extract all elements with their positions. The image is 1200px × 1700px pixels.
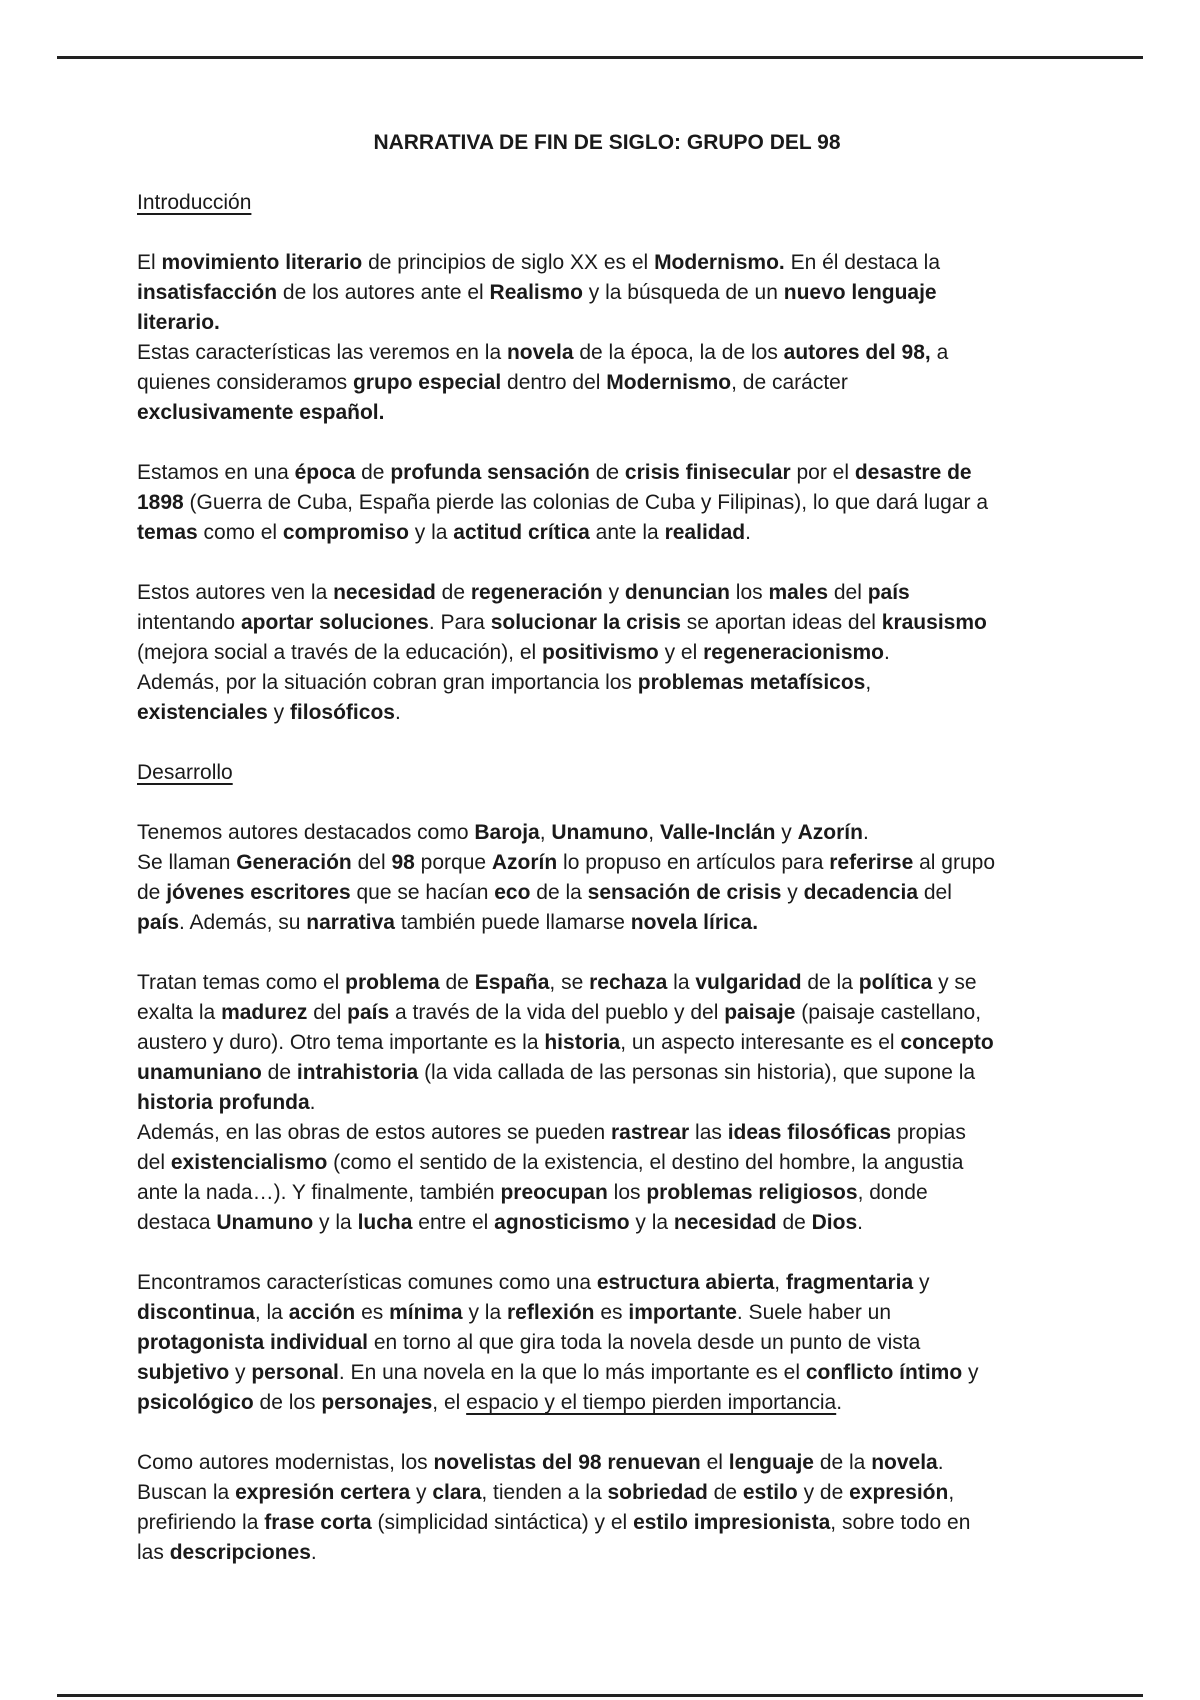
text-run: , [865, 671, 872, 694]
text-run: y [267, 701, 290, 724]
bold-text: Realismo [489, 281, 583, 304]
text-run: intentando [137, 611, 241, 634]
text-run: de la época, la de los [573, 341, 784, 364]
bold-text: fragmentaria [785, 1271, 914, 1294]
paragraph [137, 1448, 1077, 1568]
text-line [137, 1268, 1077, 1298]
text-run: . [857, 1211, 863, 1234]
text-line [137, 968, 1077, 998]
text-run: , [774, 1271, 786, 1294]
bold-text: regeneracionismo [703, 641, 884, 664]
text-run: del [307, 1001, 348, 1024]
bottom-rule [57, 1694, 1143, 1697]
text-run: . [310, 1541, 317, 1564]
text-line [137, 1148, 1077, 1178]
text-run: de la [813, 1451, 872, 1474]
text-run: . En una novela en la que lo más importante es el [338, 1361, 806, 1384]
text-run: la [667, 971, 696, 994]
text-run: a través de la vida del pueblo y del [389, 1001, 725, 1024]
bold-text: necesidad [333, 581, 436, 604]
text-run: austero y duro). Otro tema importante es la [137, 1031, 545, 1054]
text-run: (mejora social a través de la educación), el [137, 641, 543, 664]
text-run: el [700, 1451, 729, 1474]
text-run: en torno al que gira toda la novela desde un punto de vista [368, 1331, 921, 1354]
bold-text: 98 [391, 851, 415, 874]
text-run: que se hacían [350, 881, 495, 904]
bold-text: existencialismo [170, 1151, 328, 1174]
text-run: por el [790, 461, 855, 484]
text-run: , [539, 821, 552, 844]
text-line [137, 278, 1077, 308]
text-run: de los autores ante el [277, 281, 490, 304]
text-line [137, 1388, 1077, 1418]
section-heading [137, 758, 1077, 788]
text-line [137, 1088, 1077, 1118]
bold-text: insatisfacción [137, 281, 278, 304]
bold-text: Azorín [491, 851, 558, 874]
text-run: del [351, 851, 392, 874]
text-run: Buscan la [137, 1481, 236, 1504]
bold-text: Unamuno [216, 1211, 314, 1234]
bold-text: narrativa [306, 911, 395, 934]
text-run: y la búsqueda de un [582, 281, 784, 304]
text-run: de [707, 1481, 743, 1504]
bold-text: España [474, 971, 550, 994]
bold-text: madurez [221, 1001, 308, 1024]
bold-text: Unamuno [551, 821, 649, 844]
text-line [137, 1298, 1077, 1328]
text-run: , sobre todo en [830, 1511, 971, 1534]
text-line [137, 848, 1077, 878]
document-body [137, 188, 1077, 1568]
text-line [137, 1508, 1077, 1538]
bold-text: actitud crítica [453, 521, 590, 544]
text-line [137, 338, 1077, 368]
text-run: , de carácter [731, 371, 848, 394]
text-run: es [594, 1301, 629, 1324]
text-run: . Además, su [179, 911, 307, 934]
text-line [137, 1478, 1077, 1508]
paragraph [137, 818, 1077, 938]
text-run: Estamos en una [137, 461, 295, 484]
document-content [137, 128, 1077, 1598]
text-run: y [962, 1361, 979, 1384]
text-run: En él destaca la [784, 251, 941, 274]
text-run: (Guerra de Cuba, España pierde las colonias de Cuba y Filipinas), lo que dará lugar a [183, 491, 989, 514]
bold-text: preocupan [500, 1181, 608, 1204]
text-run: , el [432, 1391, 467, 1414]
bold-text: conflicto íntimo [805, 1361, 963, 1384]
bold-text: expresión certera [235, 1481, 411, 1504]
text-run: El [137, 251, 162, 274]
underlined-text: Desarrollo [137, 761, 233, 784]
text-run: y [602, 581, 625, 604]
bold-text: novelistas del 98 renuevan [433, 1451, 701, 1474]
bold-text: estilo impresionista [633, 1511, 831, 1534]
text-run: Tratan temas como el [137, 971, 346, 994]
text-line [137, 1058, 1077, 1088]
text-line [137, 908, 1077, 938]
text-run: de los [253, 1391, 322, 1414]
bold-text: intrahistoria [296, 1061, 419, 1084]
text-line [137, 488, 1077, 518]
text-run: las [689, 1121, 728, 1144]
text-run: Estas características las veremos en la [137, 341, 507, 364]
bold-text: Modernismo. [654, 251, 785, 274]
bold-text: nuevo lenguaje [783, 281, 937, 304]
text-line [137, 758, 1077, 788]
document-title: NARRATIVA DE FIN DE SIGLO: GRUPO DEL 98 [373, 131, 841, 154]
underlined-text: espacio y el tiempo pierden importancia [466, 1391, 837, 1414]
bold-text: personal [251, 1361, 339, 1384]
bold-text: expresión [849, 1481, 949, 1504]
text-line [137, 1118, 1077, 1148]
bold-text: Modernismo [606, 371, 732, 394]
text-line [137, 818, 1077, 848]
text-run: . [862, 821, 869, 844]
text-line [137, 878, 1077, 908]
text-run: . [745, 521, 751, 544]
text-run: , se [549, 971, 590, 994]
text-run: . [836, 1391, 843, 1414]
text-run: se aportan ideas del [680, 611, 882, 634]
text-run: y [229, 1361, 252, 1384]
text-run: destaca [137, 1211, 217, 1234]
bold-text: Baroja [474, 821, 540, 844]
bold-text: sobriedad [607, 1481, 708, 1504]
bold-text: 1898 [137, 491, 184, 514]
text-run: (simplicidad sintáctica) y el [371, 1511, 634, 1534]
section-heading [137, 188, 1077, 218]
text-line [137, 1358, 1077, 1388]
bold-text: filosóficos [289, 701, 395, 724]
text-run: . [309, 1091, 316, 1114]
bold-text: subjetivo [137, 1361, 230, 1384]
text-line [137, 1178, 1077, 1208]
bold-text: solucionar la crisis [490, 611, 681, 634]
bold-text: denuncian [624, 581, 730, 604]
bold-text: estructura abierta [596, 1271, 775, 1294]
bold-text: novela [871, 1451, 938, 1474]
bold-text: eco [494, 881, 531, 904]
bold-text: protagonista individual [137, 1331, 369, 1354]
text-run: de la [801, 971, 859, 994]
bold-text: historia profunda [137, 1091, 310, 1114]
text-run: y la [313, 1211, 358, 1234]
text-line [137, 998, 1077, 1028]
bold-text: reflexión [506, 1301, 595, 1324]
text-run: . [937, 1451, 944, 1474]
paragraph [137, 578, 1077, 728]
text-run: . [884, 641, 890, 664]
bold-text: krausismo [881, 611, 987, 634]
bold-text: movimiento literario [161, 251, 363, 274]
text-run: , un aspecto interesante es el [620, 1031, 901, 1054]
text-run: , tienden a la [481, 1481, 608, 1504]
text-line [137, 1208, 1077, 1238]
text-line [137, 1538, 1077, 1568]
text-run: y [913, 1271, 930, 1294]
text-run: propias [891, 1121, 966, 1144]
bold-text: agnosticismo [494, 1211, 630, 1234]
text-run: es [355, 1301, 390, 1324]
bold-text: Generación [236, 851, 352, 874]
bold-text: acción [288, 1301, 356, 1324]
text-line [137, 608, 1077, 638]
bold-text: aportar soluciones [240, 611, 429, 634]
paragraph [137, 968, 1077, 1238]
text-line [137, 1028, 1077, 1058]
text-run: Tenemos autores destacados como [137, 821, 475, 844]
bold-text: crisis finisecular [624, 461, 791, 484]
bold-text: exclusivamente español. [137, 401, 385, 424]
bold-text: ideas filosóficas [727, 1121, 892, 1144]
text-run: del [918, 881, 952, 904]
bold-text: estilo [742, 1481, 798, 1504]
text-run: , donde [857, 1181, 928, 1204]
text-line [137, 698, 1077, 728]
bold-text: mínima [389, 1301, 463, 1324]
text-run: y la [629, 1211, 674, 1234]
text-run: y [775, 821, 798, 844]
text-run: y el [658, 641, 704, 664]
bold-text: historia [544, 1031, 621, 1054]
text-run: de [776, 1211, 812, 1234]
text-line [137, 518, 1077, 548]
text-run: (como el sentido de la existencia, el destino del hombre, la angustia [327, 1151, 964, 1174]
text-run: de [261, 1061, 297, 1084]
text-run: y [781, 881, 804, 904]
text-run: . Suele haber un [736, 1301, 892, 1324]
bold-text: frase corta [264, 1511, 372, 1534]
bold-text: lucha [357, 1211, 413, 1234]
bold-text: unamuniano [137, 1061, 262, 1084]
text-run: las [137, 1541, 170, 1564]
text-run: del [137, 1151, 171, 1174]
bold-text: necesidad [673, 1211, 777, 1234]
bold-text: concepto [900, 1031, 994, 1054]
text-run: como el [197, 521, 283, 544]
paragraph [137, 458, 1077, 548]
bold-text: política [858, 971, 933, 994]
text-run: al grupo [913, 851, 996, 874]
text-run: Se llaman [137, 851, 237, 874]
text-run: quienes consideramos [137, 371, 353, 394]
bold-text: clara [432, 1481, 482, 1504]
text-run: los [607, 1181, 647, 1204]
text-line [137, 1328, 1077, 1358]
text-run: (la vida callada de las personas sin historia), que supone la [418, 1061, 976, 1084]
bold-text: males [768, 581, 828, 604]
bold-text: compromiso [282, 521, 409, 544]
text-line [137, 578, 1077, 608]
bold-text: época [294, 461, 356, 484]
bold-text: desastre de [854, 461, 972, 484]
bold-text: problemas metafísicos [637, 671, 866, 694]
text-run: de [589, 461, 625, 484]
bold-text: literario. [137, 311, 220, 334]
text-line [137, 638, 1077, 668]
text-line [137, 668, 1077, 698]
text-run: de la [530, 881, 588, 904]
bold-text: problemas religiosos [646, 1181, 858, 1204]
bold-text: país [347, 1001, 390, 1024]
bold-text: importante [628, 1301, 737, 1324]
bold-text: país [137, 911, 180, 934]
text-run: lo propuso en artículos para [557, 851, 830, 874]
text-run: exalta la [137, 1001, 222, 1024]
bold-text: autores del 98, [783, 341, 931, 364]
text-run: y la [462, 1301, 507, 1324]
text-run: y de [797, 1481, 850, 1504]
text-line [137, 188, 1077, 218]
bold-text: Azorín [797, 821, 863, 844]
paragraph [137, 1268, 1077, 1418]
text-run: de principios de siglo XX es el [362, 251, 655, 274]
text-run: y [410, 1481, 433, 1504]
bold-text: positivismo [542, 641, 659, 664]
top-rule [57, 56, 1143, 59]
text-line [137, 458, 1077, 488]
bold-text: Dios [811, 1211, 858, 1234]
text-run: de [355, 461, 391, 484]
bold-text: problema [345, 971, 440, 994]
text-run: y la [408, 521, 454, 544]
bold-text: realidad [664, 521, 746, 544]
text-line [137, 248, 1077, 278]
text-run: Encontramos características comunes como una [137, 1271, 597, 1294]
bold-text: rastrear [610, 1121, 690, 1144]
text-run: entre el [412, 1211, 495, 1234]
text-run: ante la nada…). Y finalmente, también [137, 1181, 501, 1204]
bold-text: vulgaridad [695, 971, 802, 994]
text-line [137, 1448, 1077, 1478]
text-run: de [137, 881, 167, 904]
paragraph [137, 248, 1077, 428]
bold-text: existenciales [137, 701, 268, 724]
text-line [137, 398, 1077, 428]
text-run: los [729, 581, 769, 604]
text-run: Estos autores ven la [137, 581, 334, 604]
text-run: a [930, 341, 949, 364]
text-run: Además, en las obras de estos autores se pueden [137, 1121, 611, 1144]
text-run: del [828, 581, 868, 604]
text-run: porque [414, 851, 492, 874]
text-run: y se [932, 971, 977, 994]
bold-text: jóvenes escritores [166, 881, 351, 904]
bold-text: paisaje [724, 1001, 796, 1024]
text-run: prefiriendo la [137, 1511, 265, 1534]
bold-text: novela [506, 341, 574, 364]
bold-text: personajes [321, 1391, 433, 1414]
text-run: de [435, 581, 471, 604]
bold-text: decadencia [803, 881, 919, 904]
text-run: , la [254, 1301, 289, 1324]
text-line [137, 368, 1077, 398]
text-line [137, 308, 1077, 338]
bold-text: rechaza [589, 971, 668, 994]
text-run: Además, por la situación cobran gran importancia los [137, 671, 638, 694]
text-run: , [648, 821, 660, 844]
text-run: . Para [428, 611, 491, 634]
bold-text: novela lírica. [630, 911, 759, 934]
bold-text: sensación de crisis [587, 881, 782, 904]
bold-text: lenguaje [728, 1451, 814, 1474]
bold-text: Valle-Inclán [659, 821, 776, 844]
text-run: . [394, 701, 401, 724]
text-run: (paisaje castellano, [795, 1001, 982, 1024]
text-run: ante la [589, 521, 665, 544]
bold-text: psicológico [137, 1391, 254, 1414]
bold-text: profunda sensación [390, 461, 590, 484]
bold-text: temas [137, 521, 198, 544]
bold-text: grupo especial [352, 371, 502, 394]
bold-text: regeneración [470, 581, 603, 604]
bold-text: descripciones [169, 1541, 311, 1564]
text-run: también puede llamarse [394, 911, 631, 934]
text-run: Como autores modernistas, los [137, 1451, 434, 1474]
bold-text: país [867, 581, 910, 604]
text-run: dentro del [501, 371, 607, 394]
underlined-text: Introducción [137, 191, 252, 214]
text-run: , [948, 1481, 955, 1504]
bold-text: discontinua [137, 1301, 255, 1324]
text-run: de [439, 971, 475, 994]
bold-text: referirse [829, 851, 914, 874]
